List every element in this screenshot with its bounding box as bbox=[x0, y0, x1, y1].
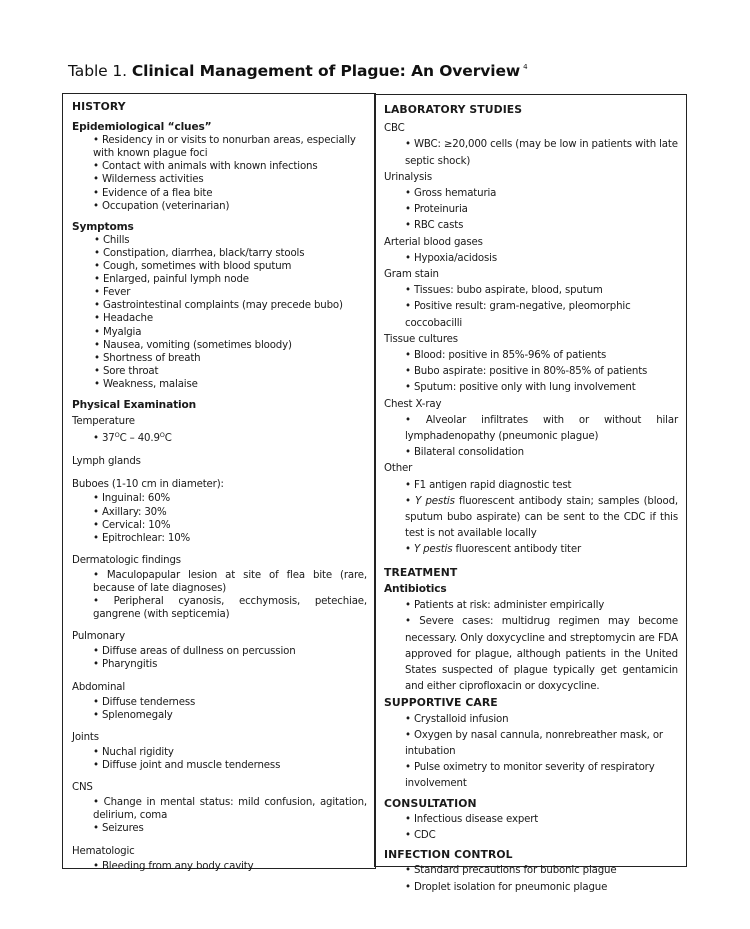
cns-group: CNS • Change in mental status: mild confusion, agitation, delirium, coma • Seizures bbox=[72, 781, 367, 835]
supportive-care-heading: SUPPORTIVE CARE bbox=[384, 696, 498, 710]
table-title bbox=[68, 62, 527, 80]
physical-exam-heading: Physical Examination bbox=[72, 398, 196, 411]
list-item: • Nuchal rigidity bbox=[93, 746, 367, 759]
physical-exam-section bbox=[72, 399, 367, 873]
reference-number: 4 bbox=[523, 63, 528, 71]
other-tests-group: Other • F1 antigen rapid diagnostic test • Y pestis fluorescent antibody stain; samples (blood, sputum bubo aspirate) can be sent to the CDC if this test is not available locally • Y pestis fluorescent antibody titer bbox=[384, 461, 678, 558]
temperature-range: • $37^OC - 40.9^OC$ bbox=[72, 429, 367, 445]
urinalysis-group: Urinalysis • Gross hematuria • Proteinuria • RBC casts bbox=[384, 170, 678, 235]
lab-studies-heading: LABORATORY STUDIES bbox=[384, 103, 523, 116]
list-item: • Bleeding from any body cavity bbox=[93, 860, 367, 873]
list-item: • Gross hematuria bbox=[405, 186, 678, 202]
list-item: • Pulse oximetry to monitor severity of respiratory involvement bbox=[405, 760, 678, 792]
list-item: • Sore throat bbox=[94, 365, 367, 378]
list-item: • Y pestis fluorescent antibody stain; samples (blood, sputum bubo aspirate) can be sent to the CDC if this test is not available locally bbox=[405, 494, 678, 543]
list-item: • Y pestis fluorescent antibody titer bbox=[405, 542, 678, 558]
list-item: • Constipation, diarrhea, black/tarry stools bbox=[94, 247, 367, 260]
list-item: • Pharyngitis bbox=[93, 658, 367, 671]
list-item: • Bubo aspirate: positive in 80%-85% of patients bbox=[405, 364, 678, 380]
lymph-glands-label: Lymph glands bbox=[72, 456, 141, 468]
tissue-cultures-group: Tissue cultures • Blood: positive in 85%-96% of patients • Bubo aspirate: positive in 80%-85% of patients • Sputum: positive only with lung involvement bbox=[384, 332, 678, 397]
list-item: • CDC bbox=[405, 828, 678, 844]
antibiotics-group bbox=[384, 581, 678, 695]
list-item: • Residency in or visits to nonurban areas, especially with known plague foci bbox=[93, 134, 367, 160]
epidemiological-section bbox=[72, 121, 367, 213]
gram-stain-group: Gram stain • Tissues: bubo aspirate, blood, sputum • Positive result: gram-negative, pleomorphic coccobacilli bbox=[384, 267, 678, 332]
consultation-heading: CONSULTATION bbox=[384, 796, 477, 810]
pulmonary-group: Pulmonary • Diffuse areas of dullness on percussion • Pharyngitis bbox=[72, 630, 367, 671]
infection-control-heading: INFECTION CONTROL bbox=[384, 848, 513, 862]
list-item: • Oxygen by nasal cannula, nonrebreather mask, or intubation bbox=[405, 728, 678, 760]
list-item: • Shortness of breath bbox=[94, 352, 367, 365]
list-item: • RBC casts bbox=[405, 218, 678, 234]
arterial-blood-gases-group: Arterial blood gases • Hypoxia/acidosis bbox=[384, 235, 678, 267]
list-item: • Contact with animals with known infections bbox=[93, 160, 367, 173]
treatment-heading: TREATMENT bbox=[384, 565, 458, 579]
buboes-group: Buboes (1-10 cm in diameter): • Inguinal: 60% • Axillary: 30% • Cervical: 10% • Epitrochlear: 10% bbox=[72, 478, 367, 544]
list-item: • Diffuse joint and muscle tenderness bbox=[93, 759, 367, 772]
list-item: • Patients at risk: administer empirically bbox=[405, 598, 678, 614]
symptoms-heading: Symptoms bbox=[72, 220, 134, 233]
list-item: • Hypoxia/acidosis bbox=[405, 251, 678, 267]
management-panel bbox=[374, 94, 687, 893]
hematologic-group: Hematologic • Bleeding from any body cavity bbox=[72, 845, 367, 873]
symptoms-section bbox=[72, 221, 367, 391]
list-item: • Fever bbox=[94, 286, 367, 299]
list-item: • Maculopapular lesion at site of flea bite (rare, because of late diagnoses) bbox=[93, 569, 367, 595]
list-item: • Change in mental status: mild confusion, agitation, delirium, coma bbox=[93, 796, 367, 822]
history-panel bbox=[62, 93, 376, 872]
table-label: Table 1. bbox=[68, 62, 127, 80]
list-item: • Chills bbox=[94, 234, 367, 247]
list-item: • Tissues: bubo aspirate, blood, sputum bbox=[405, 283, 678, 299]
infection-control-list bbox=[384, 863, 678, 895]
chest-xray-group: Chest X-ray • Alveolar infiltrates with or without hilar lymphadenopathy (pneumonic plague) • Bilateral consolidation bbox=[384, 397, 678, 462]
list-item: • Standard precautions for bubonic plague bbox=[405, 863, 678, 879]
temperature-label: Temperature bbox=[72, 416, 135, 428]
list-item: • Cervical: 10% bbox=[93, 519, 367, 532]
list-item: • Enlarged, painful lymph node bbox=[94, 273, 367, 286]
table-heading: Clinical Management of Plague: An Overview bbox=[131, 62, 521, 80]
antibiotics-heading: Antibiotics bbox=[384, 582, 447, 595]
list-item: • Diffuse areas of dullness on percussion bbox=[93, 645, 367, 658]
list-item: • Proteinuria bbox=[405, 202, 678, 218]
list-item: • Cough, sometimes with blood sputum bbox=[94, 260, 367, 273]
cbc-group: CBC • WBC: ≥20,000 cells (may be low in patients with late septic shock) bbox=[384, 121, 678, 170]
list-item: • Blood: positive in 85%-96% of patients bbox=[405, 348, 678, 364]
list-item: • Splenomegaly bbox=[93, 709, 367, 722]
list-item: • Headache bbox=[94, 312, 367, 325]
list-item: • Gastrointestinal complaints (may precede bubo) bbox=[94, 299, 367, 312]
list-item: • Inguinal: 60% bbox=[93, 492, 367, 505]
list-item: • Seizures bbox=[93, 822, 367, 835]
list-item: • Sputum: positive only with lung involvement bbox=[405, 380, 678, 396]
abdominal-group: Abdominal • Diffuse tenderness • Splenomegaly bbox=[72, 681, 367, 722]
epi-list bbox=[72, 134, 367, 213]
epidemiological-heading: Epidemiological “clues” bbox=[72, 121, 212, 134]
list-item: • Diffuse tenderness bbox=[93, 696, 367, 709]
list-item: • Bilateral consolidation bbox=[405, 445, 678, 461]
list-item: • WBC: ≥20,000 cells (may be low in patients with late septic shock) bbox=[405, 137, 678, 169]
list-item: • Positive result: gram-negative, pleomorphic coccobacilli bbox=[405, 299, 678, 331]
history-heading: HISTORY bbox=[72, 100, 126, 113]
supportive-care-list bbox=[384, 712, 678, 793]
list-item: • F1 antigen rapid diagnostic test bbox=[405, 478, 678, 494]
list-item: • Crystalloid infusion bbox=[405, 712, 678, 728]
list-item: • Wilderness activities bbox=[93, 173, 367, 186]
dermatologic-group: Dermatologic findings • Maculopapular lesion at site of flea bite (rare, because of late diagnoses) • Peripheral cyanosis, ecchymosis, petechiae, gangrene (with septicemia) bbox=[72, 554, 367, 621]
joints-group: Joints • Nuchal rigidity • Diffuse joint and muscle tenderness bbox=[72, 731, 367, 772]
list-item: • Droplet isolation for pneumonic plague bbox=[405, 880, 678, 896]
list-item: • Nausea, vomiting (sometimes bloody) bbox=[94, 339, 367, 352]
list-item: • Occupation (veterinarian) bbox=[93, 200, 367, 213]
list-item: • Evidence of a flea bite bbox=[93, 187, 367, 200]
list-item: • Axillary: 30% bbox=[93, 506, 367, 519]
list-item: • Weakness, malaise bbox=[94, 378, 367, 391]
list-item: • Epitrochlear: 10% bbox=[93, 532, 367, 545]
list-item: • Peripheral cyanosis, ecchymosis, petechiae, gangrene (with septicemia) bbox=[93, 595, 367, 621]
consultation-list bbox=[384, 812, 678, 844]
list-item: • Myalgia bbox=[94, 326, 367, 339]
list-item: • Alveolar infiltrates with or without hilar lymphadenopathy (pneumonic plague) bbox=[405, 413, 678, 445]
temperature-group bbox=[72, 415, 367, 445]
list-item: • Infectious disease expert bbox=[405, 812, 678, 828]
symptoms-list bbox=[72, 234, 367, 391]
list-item: • Severe cases: multidrug regimen may become necessary. Only doxycycline and streptomycin are FDA approved for plague, although patients in the United States suspected of plague typically get gentamicin and either ciprofloxacin or doxycycline. bbox=[405, 614, 678, 695]
